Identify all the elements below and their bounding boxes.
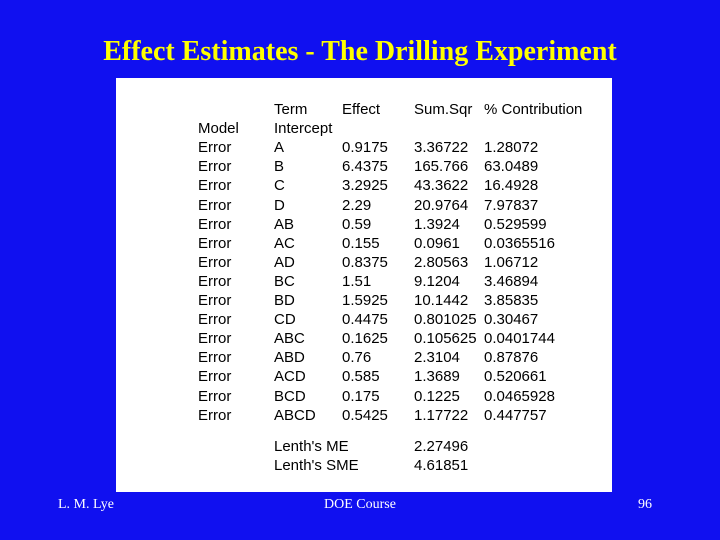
row-contribution-cell: 0.520661 [484,368,547,386]
row-term-cell: B [274,158,285,176]
row-sumsqr-cell: 3.36722 [414,139,469,157]
row-effect-cell: 2.29 [342,196,372,214]
row-sumsqr-cell: 1.3689 [414,368,460,386]
header-contribution: % Contribution [484,101,583,118]
row-term-cell: ACD [274,368,306,386]
footer-page-number: 96 [638,497,652,512]
row-contribution-cell: 0.529599 [484,215,547,233]
header-term: Term [274,101,308,118]
row-effect-cell: 0.9175 [342,139,388,157]
row-contribution-cell: 0.447757 [484,406,547,424]
row-effect-cell: 0.5425 [342,406,388,424]
row-type-cell: Error [198,330,232,348]
row-type-cell: Error [198,215,232,233]
row-type-cell: Error [198,368,232,386]
row-sumsqr-cell: 10.1442 [414,292,469,309]
row-contribution-cell: 0.0465928 [484,387,555,405]
row-contribution-cell: 1.06712 [484,253,539,271]
row-contribution-cell: 3.85835 [484,292,539,309]
row-term-cell: AB [274,215,295,233]
row-effect-cell: 0.4475 [342,311,388,329]
row-sumsqr-cell: 0.105625 [414,330,477,348]
row-contribution-cell: 3.46894 [484,272,539,290]
row-type-cell: Error [198,406,232,424]
row-contribution-cell: 1.28072 [484,139,539,157]
row-sumsqr-cell: 0.0961 [414,234,460,252]
row-effect-cell: 3.2925 [342,177,388,195]
lenth-label: Lenth's ME [274,437,349,455]
row-effect-cell: 0.155 [342,234,380,252]
row-term-cell: CD [274,311,296,329]
row-contribution-cell: 0.30467 [484,311,539,329]
row-sumsqr-cell: 0.801025 [414,311,477,329]
footer-author: L. M. Lye [58,497,114,512]
row-type-cell: Error [198,234,232,252]
row-effect-cell: 0.76 [342,349,372,367]
row-contribution-cell: 7.97837 [484,196,539,214]
footer-course: DOE Course [324,497,396,512]
row-term-cell: AC [274,234,295,252]
row-type-cell: Error [198,292,232,309]
row-term-cell: D [274,196,285,214]
row-type-cell: Model [198,120,239,138]
row-effect-cell: 0.8375 [342,253,388,271]
lenth-value: 4.61851 [414,456,469,474]
row-type-cell: Error [198,311,232,329]
row-type-cell: Error [198,349,232,367]
row-term-cell: BD [274,292,295,309]
row-sumsqr-cell: 9.1204 [414,272,460,290]
row-effect-cell: 6.4375 [342,158,388,176]
row-contribution-cell: 0.0401744 [484,330,555,348]
results-panel [116,78,612,492]
row-sumsqr-cell: 165.766 [414,158,469,176]
row-type-cell: Error [198,158,232,176]
row-sumsqr-cell: 1.17722 [414,406,469,424]
row-type-cell: Error [198,387,232,405]
lenth-label: Lenth's SME [274,456,359,474]
slide-title: Effect Estimates - The Drilling Experiment [103,36,617,67]
row-term-cell: C [274,177,285,195]
row-sumsqr-cell: 0.1225 [414,387,460,405]
row-sumsqr-cell: 43.3622 [414,177,469,195]
row-sumsqr-cell: 2.80563 [414,253,469,271]
row-contribution-cell: 16.4928 [484,177,539,195]
row-sumsqr-cell: 1.3924 [414,215,460,233]
row-effect-cell: 0.175 [342,387,380,405]
row-type-cell: Error [198,196,232,214]
row-effect-cell: 1.51 [342,272,372,290]
row-term-cell: AD [274,253,295,271]
row-contribution-cell: 0.87876 [484,349,539,367]
row-effect-cell: 0.585 [342,368,380,386]
effect-estimates-table [116,78,612,492]
row-effect-cell: 0.59 [342,215,372,233]
lenth-value: 2.27496 [414,437,469,455]
row-type-cell: Error [198,253,232,271]
row-term-cell: ABCD [274,406,316,424]
row-contribution-cell: 0.0365516 [484,234,555,252]
row-term-cell: BC [274,272,295,290]
row-term-cell: BCD [274,387,306,405]
header-sumsqr: Sum.Sqr [414,101,473,118]
row-type-cell: Error [198,272,232,290]
row-term-cell: ABD [274,349,305,367]
row-type-cell: Error [198,177,232,195]
row-effect-cell: 0.1625 [342,330,388,348]
row-type-cell: Error [198,139,232,157]
row-effect-cell: 1.5925 [342,292,388,309]
row-term-cell: Intercept [274,120,333,138]
header-effect: Effect [342,101,381,118]
row-sumsqr-cell: 2.3104 [414,349,460,367]
row-contribution-cell: 63.0489 [484,158,539,176]
row-term-cell: A [274,139,285,157]
row-term-cell: ABC [274,330,305,348]
row-sumsqr-cell: 20.9764 [414,196,469,214]
